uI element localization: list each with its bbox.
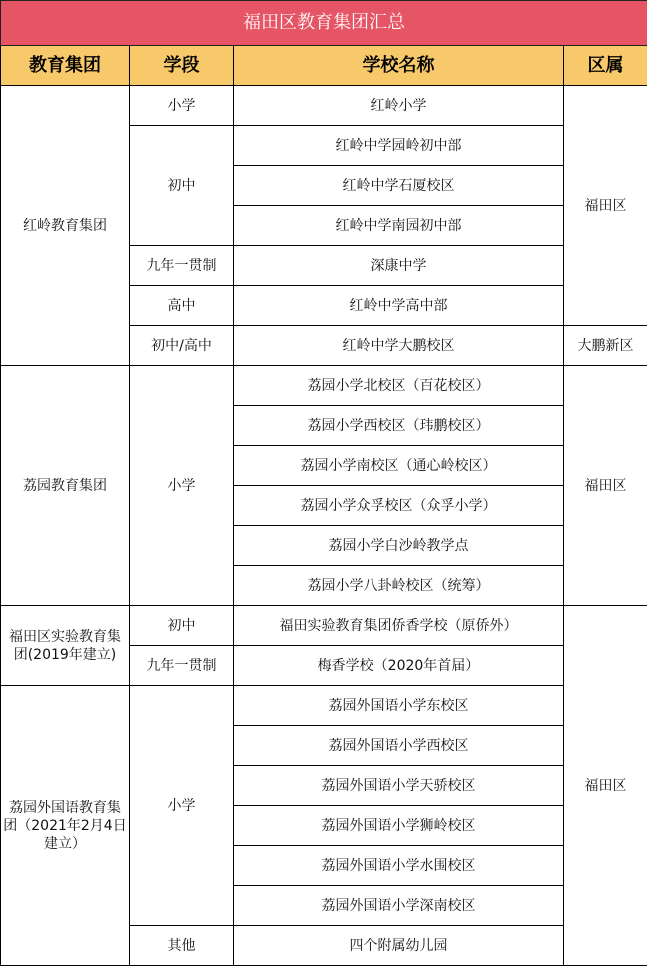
school-cell: 荔园外国语小学狮岭校区	[234, 806, 564, 846]
school-cell: 红岭中学园岭初中部	[234, 126, 564, 166]
header-group: 教育集团	[1, 46, 130, 86]
group-cell: 荔园外国语教育集团（2021年2月4日建立）	[1, 686, 130, 966]
table-title: 福田区教育集团汇总	[1, 1, 647, 46]
school-cell: 荔园小学白沙岭教学点	[234, 526, 564, 566]
stage-cell: 小学	[130, 86, 234, 126]
school-cell: 红岭中学高中部	[234, 286, 564, 326]
school-cell: 红岭中学石厦校区	[234, 166, 564, 206]
district-cell: 福田区	[564, 86, 647, 326]
stage-cell: 初中	[130, 126, 234, 246]
school-cell: 四个附属幼儿园	[234, 926, 564, 966]
group-cell: 红岭教育集团	[1, 86, 130, 366]
header-school-name: 学校名称	[234, 46, 564, 86]
school-cell: 红岭中学南园初中部	[234, 206, 564, 246]
school-cell: 荔园小学八卦岭校区（统筹）	[234, 566, 564, 606]
school-cell: 红岭小学	[234, 86, 564, 126]
header-district: 区属	[564, 46, 647, 86]
group-cell: 荔园教育集团	[1, 366, 130, 606]
district-cell: 福田区	[564, 366, 647, 606]
stage-cell: 初中	[130, 606, 234, 646]
group-cell: 福田区实验教育集团(2019年建立)	[1, 606, 130, 686]
school-cell: 荔园小学北校区（百花校区）	[234, 366, 564, 406]
stage-cell: 九年一贯制	[130, 246, 234, 286]
stage-cell: 小学	[130, 686, 234, 926]
header-stage: 学段	[130, 46, 234, 86]
school-cell: 荔园外国语小学天骄校区	[234, 766, 564, 806]
school-cell: 深康中学	[234, 246, 564, 286]
stage-cell: 初中/高中	[130, 326, 234, 366]
school-cell: 荔园外国语小学水围校区	[234, 846, 564, 886]
stage-cell: 高中	[130, 286, 234, 326]
school-cell: 梅香学校（2020年首届）	[234, 646, 564, 686]
district-cell: 福田区	[564, 606, 647, 966]
district-cell: 大鹏新区	[564, 326, 647, 366]
school-cell: 荔园小学南校区（通心岭校区）	[234, 446, 564, 486]
school-cell: 红岭中学大鹏校区	[234, 326, 564, 366]
stage-cell: 其他	[130, 926, 234, 966]
stage-cell: 小学	[130, 366, 234, 606]
school-cell: 福田实验教育集团侨香学校（原侨外）	[234, 606, 564, 646]
school-cell: 荔园外国语小学西校区	[234, 726, 564, 766]
school-cell: 荔园外国语小学东校区	[234, 686, 564, 726]
school-cell: 荔园外国语小学深南校区	[234, 886, 564, 926]
school-cell: 荔园小学众孚校区（众孚小学）	[234, 486, 564, 526]
stage-cell: 九年一贯制	[130, 646, 234, 686]
school-cell: 荔园小学西校区（玮鹏校区）	[234, 406, 564, 446]
